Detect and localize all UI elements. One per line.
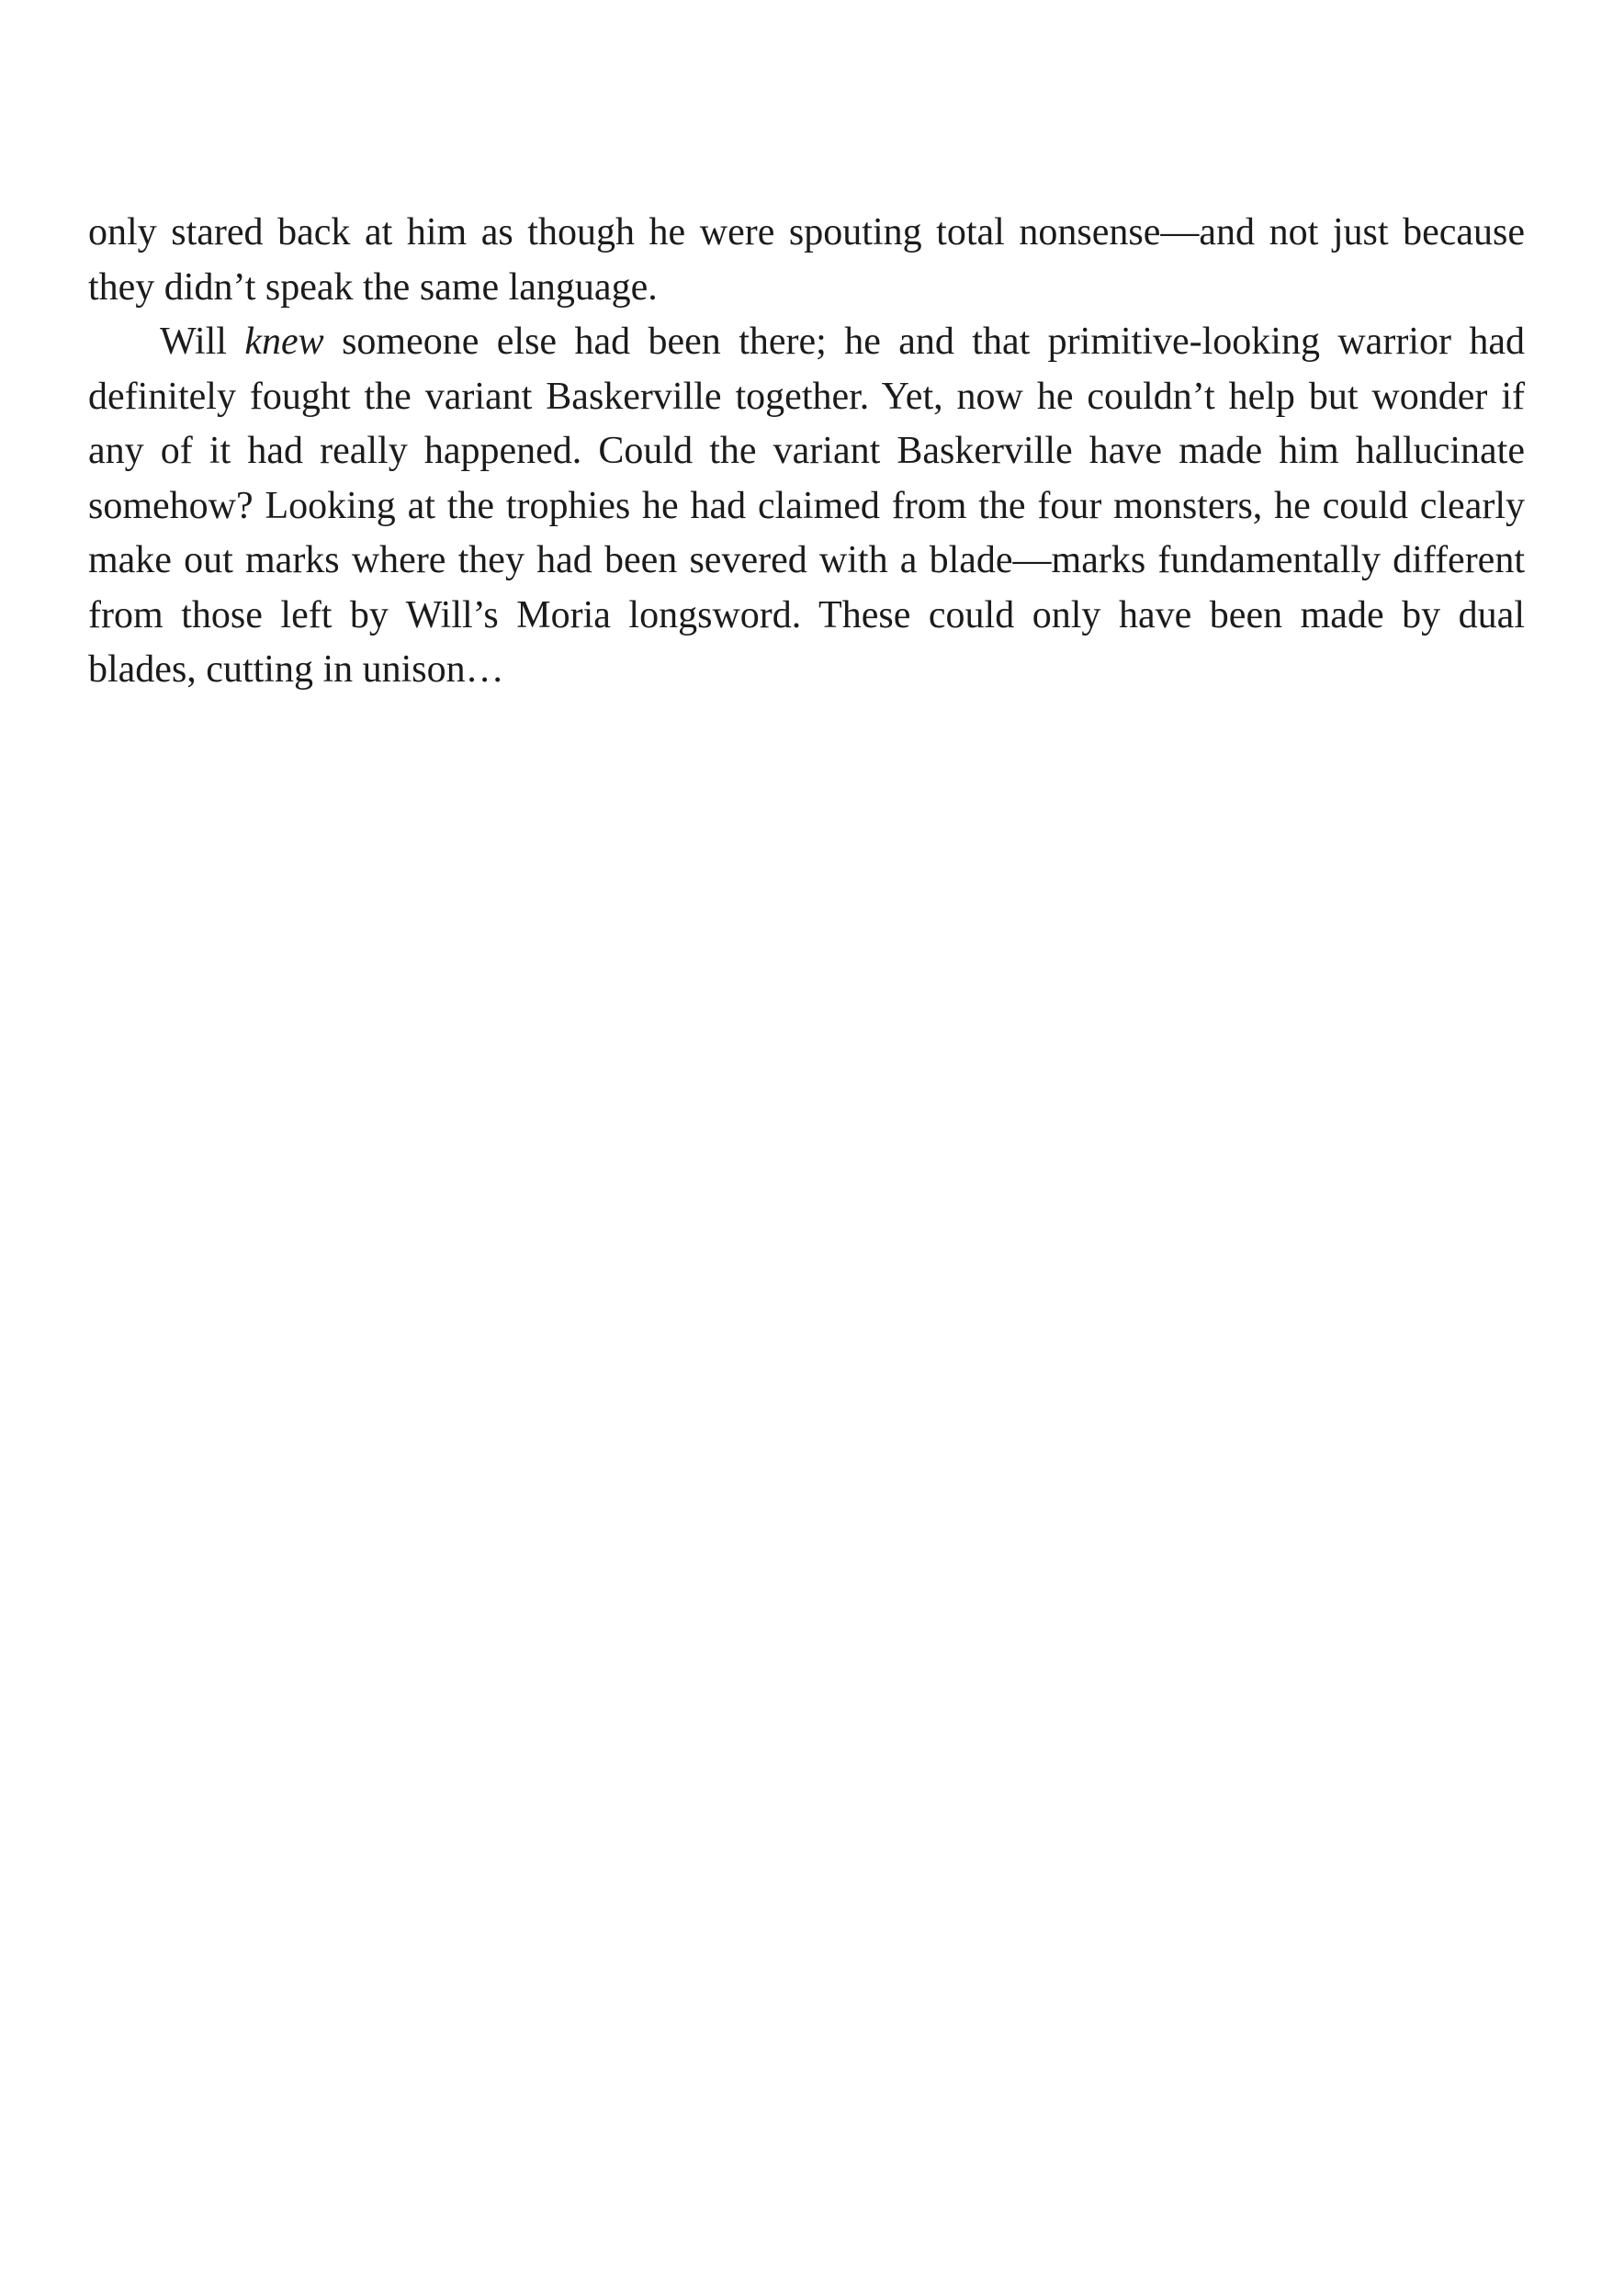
paragraph (88, 206, 1525, 315)
body-text (88, 206, 1525, 698)
text-run-italic: knew (244, 321, 324, 363)
text-run: only stared back at him as though he were spouting total nonsense—and not just because they didn’t speak the same language. (88, 211, 1525, 309)
text-run: someone else had been there; he and that primitive-looking warrior had definitely fought the variant Baskerville together. Yet, now he couldn’t help but wonder if any of it had really happened. Could the variant Baskerville have made him hallucinate somehow? Looking at the trophies he had claimed from the four monsters, he could clearly make out marks where they had been severed with a blade—marks fundamentally different from those left by Will’s Moria longsword. These could only have been made by dual blades, cutting in unison… (88, 321, 1525, 691)
text-run: Will (160, 321, 245, 363)
paragraph (88, 315, 1525, 698)
